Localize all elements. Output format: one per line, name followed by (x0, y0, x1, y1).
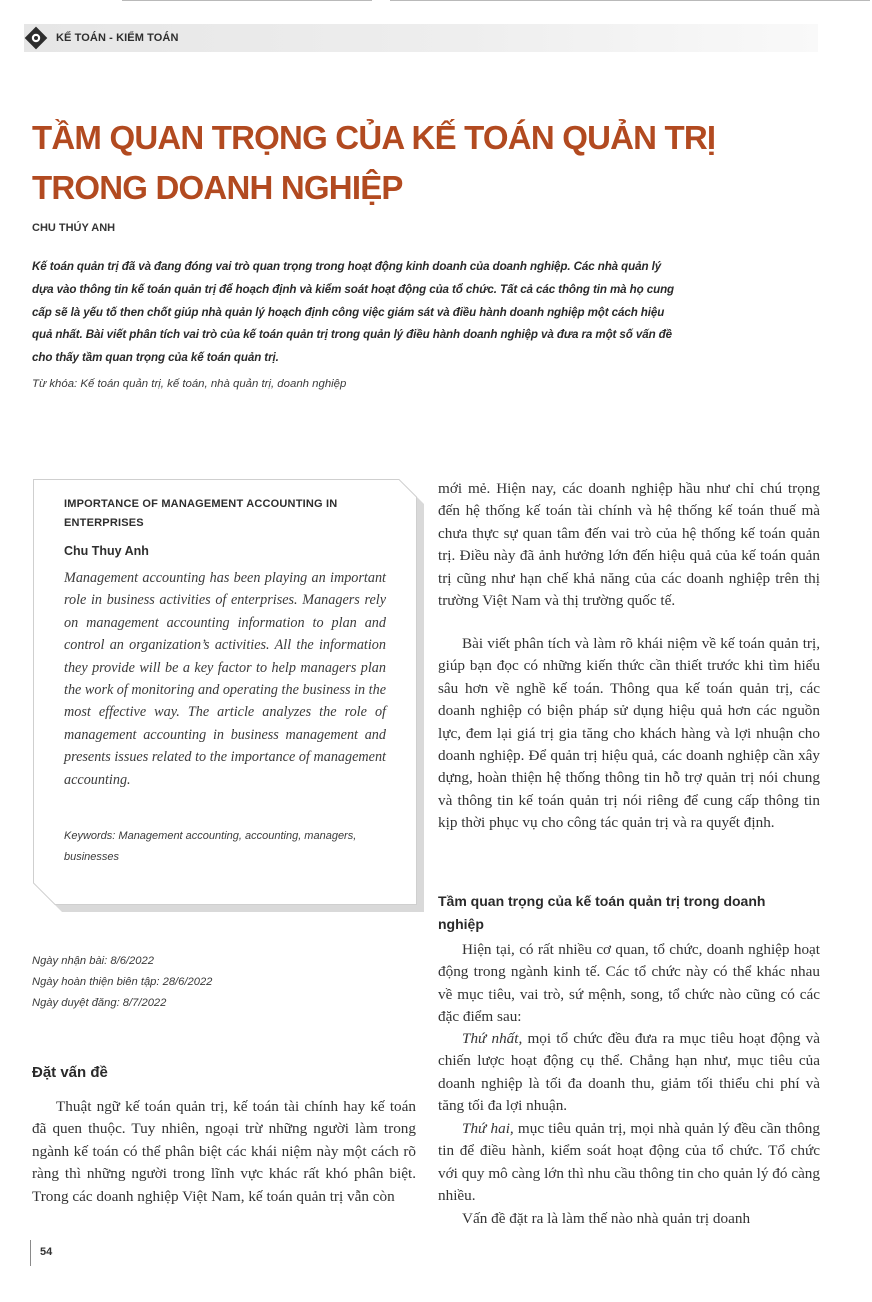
section-label: KẾ TOÁN - KIỂM TOÁN (56, 32, 179, 44)
paragraph-text: Thuật ngữ kế toán quản trị, kế toán tài chính hay kế toán đã quen thuộc. Tuy nhiên, ngoại trừ những người làm trong ngành kế toán có thể phân biệt các khái niệm này một cách rõ ràng thì những người trong lĩnh vực khác rất khó phân biệt. Trong các doanh nghiệp Việt Nam, kế toán quản trị vẫn còn (32, 1098, 416, 1205)
body-paragraph-intro (32, 1096, 416, 1208)
body-paragraph-3: Hiện tại, có rất nhiều cơ quan, tổ chức, doanh nghiệp hoạt động trong ngành kinh tế. Các tổ chức này có thể khác nhau về mục tiêu, vai trò, sứ mệnh, song, tổ chức nào cũng có các đặc điểm sau: (438, 941, 820, 1026)
second-label: Thứ hai, (462, 1120, 514, 1137)
diamond-logo-icon (24, 26, 48, 50)
date-received: Ngày nhận bài: 8/6/2022 (32, 955, 154, 967)
article-title: TẦM QUAN TRỌNG CỦA KẾ TOÁN QUẢN TRỊ TRONG DOANH NGHIỆP (32, 119, 716, 206)
english-keywords: Keywords: Management accounting, accounting, managers, businesses (64, 830, 357, 863)
english-title: IMPORTANCE OF MANAGEMENT ACCOUNTING IN ENTERPRISES (64, 498, 338, 529)
page-number: 54 (40, 1246, 53, 1258)
paragraph-text: mọi tổ chức đều đưa ra mục tiêu hoạt động và chiến lược hoạt động cụ thể. Chẳng hạn như, mục tiêu của doanh nghiệp là tối đa doanh thu, giảm tối thiểu chi phí và tăng tối đa lợi nhuận. (438, 1030, 820, 1115)
footer-rule (30, 1240, 31, 1266)
body-paragraph-4 (438, 1028, 820, 1118)
paragraph-text: mục tiêu quản trị, mọi nhà quản lý đều cần thông tin để điều hành, kiểm soát hoạt động của tổ chức. Tổ chức với quy mô càng lớn thì nhu cầu thông tin cho quản lý đó càng nhiều. (438, 1120, 820, 1205)
section-heading-problem: Đặt vấn đề (32, 1064, 108, 1081)
section-heading-importance: Tầm quan trọng của kế toán quản trị trong doanh nghiệp (438, 893, 766, 932)
article-keywords: Từ khóa: Kế toán quản trị, kế toán, nhà quản trị, doanh nghiệp (32, 378, 347, 390)
body-paragraph-5 (438, 1118, 820, 1208)
top-rule-right (390, 0, 870, 1)
body-paragraph-2: Bài viết phân tích và làm rõ khái niệm về kế toán quản trị, giúp bạn đọc có những kiến thức cần thiết trước khi tìm hiểu sâu hơn về nghề kế toán. Thông qua kế toán quản trị, các doanh nghiệp có biện pháp sử dụng hiệu quả hơn các nguồn lực, đem lại giá trị gia tăng cho khách hàng và lợi nhuận cho doanh nghiệp. Để quản trị hiệu quả, các doanh nghiệp cần xây dựng, hoàn thiện hệ thống thông tin hỗ trợ quản trị nói chung và thông tin kế toán quản trị nói riêng để cung cấp thông tin kịp thời phục vụ cho công tác quản trị và ra quyết định. (438, 635, 820, 832)
submission-dates (32, 951, 212, 1014)
article-author: CHU THÚY ANH (32, 222, 116, 234)
date-revised: Ngày hoàn thiện biên tập: 28/6/2022 (32, 976, 213, 988)
date-accepted: Ngày duyệt đăng: 8/7/2022 (32, 997, 167, 1009)
english-abstract: Management accounting has been playing an important role in business activities of enterprises. Managers rely on management accounting information to plan and control an organization’s activities. All the information they provide will be a key factor to help managers plan the work of monitoring and operating the business in the most effective way. The article analyzes the role of management accounting in business management and presents issues related to the importance of management accounting. (64, 570, 386, 788)
english-author: Chu Thuy Anh (64, 544, 149, 558)
body-paragraph-6: Vấn đề đặt ra là làm thế nào nhà quản trị doanh (462, 1210, 751, 1227)
article-abstract: Kế toán quản trị đã và đang đóng vai trò quan trọng trong hoạt động kinh doanh của doanh nghiệp. Các nhà quản lý dựa vào thông tin kế toán quản trị để hoạch định và kiểm soát hoạt động của tổ chức. Tất cả các thông tin mà họ cung cấp sẽ là yếu tố then chốt giúp nhà quản lý hoạch định công việc giám sát và điều hành doanh nghiệp một cách hiệu quả nhất. Bài viết phân tích vai trò của kế toán quản trị trong quản lý điều hành doanh nghiệp và đưa ra một số vấn đề cho thấy tầm quan trọng của kế toán quản trị. (32, 260, 675, 365)
first-label: Thứ nhất, (462, 1030, 523, 1047)
top-rule-left (122, 0, 372, 1)
body-paragraph-1: mới mẻ. Hiện nay, các doanh nghiệp hầu như chỉ chú trọng đến hệ thống kế toán tài chính và hệ thống kế toán thuế mà chưa thực sự quan tâm đến vai trò của hệ thống kế toán quản trị. Điều này đã ảnh hưởng lớn đến hiệu quả của kế toán quản trị cũng như hạn chế khả năng của các doanh nghiệp trên thị trường Việt Nam và thị trường quốc tế. (438, 480, 820, 610)
